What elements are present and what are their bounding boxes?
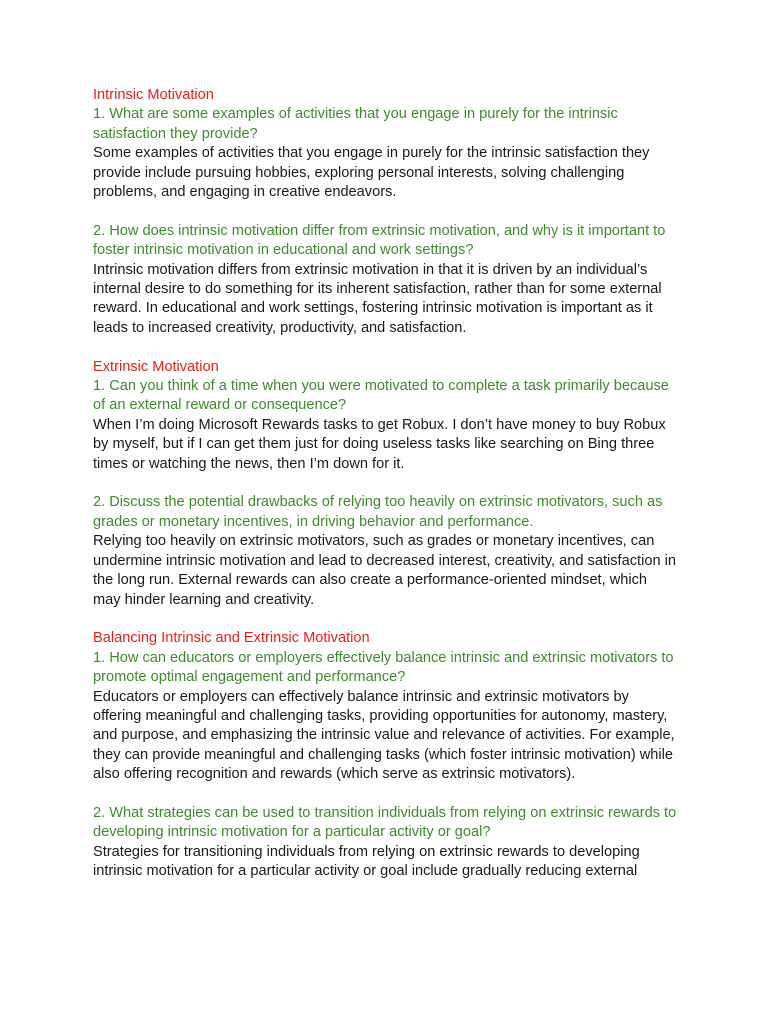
- qa-item: [93, 105, 678, 202]
- answer-text: When I’m doing Microsoft Rewards tasks to get Robux. I don’t have money to buy Robux by myself, but if I can get them just for doing useless tasks like searching on Bing three times or watching the news, then I’m down for it.: [93, 416, 666, 472]
- question-text: 1. How can educators or employers effectively balance intrinsic and extrinsic motivators to promote optimal engagement and performance?: [93, 649, 674, 686]
- section-heading: Balancing Intrinsic and Extrinsic Motivation: [93, 630, 370, 647]
- section-heading: Intrinsic Motivation: [93, 87, 214, 103]
- answer-text: Strategies for transitioning individuals from relying on extrinsic rewards to developing intrinsic motivation for a particular activity or goal include gradually reducing external: [93, 843, 640, 880]
- question-text: 1. Can you think of a time when you were motivated to complete a task primarily because of an external reward or consequence?: [93, 378, 669, 414]
- question-text: 2. Discuss the potential drawbacks of relying too heavily on extrinsic motivators, such as grades or monetary incentives, in driving behavior and performance.: [93, 494, 663, 530]
- answer-text: Relying too heavily on extrinsic motivators, such as grades or monetary incentives, can undermine intrinsic motivation and lead to decreased interest, creativity, and satisfaction in the long run. External rewards can also create a performance-oriented mindset, which may hinder learning and creativity.: [93, 533, 676, 608]
- section-heading: Extrinsic Motivation: [93, 358, 219, 375]
- section-extrinsic-motivation: [93, 358, 678, 610]
- section-balancing-motivation: [93, 629, 678, 881]
- question-text: 1. What are some examples of activities that you engage in purely for the intrinsic satisfaction they provide?: [93, 106, 618, 142]
- section-intrinsic-motivation: [93, 86, 678, 338]
- answer-text: Intrinsic motivation differs from extrinsic motivation in that it is driven by an individual’s internal desire to do something for its inherent satisfaction, rather than for some external reward. In educational and work settings, fostering intrinsic motivation is important as it leads to increased creativity, productivity, and satisfaction.: [93, 261, 662, 336]
- answer-text: Some examples of activities that you engage in purely for the intrinsic satisfaction they provide include pursuing hobbies, exploring personal interests, solving challenging problems, and engaging in creative endeavors.: [93, 145, 650, 201]
- qa-item: [93, 222, 678, 338]
- document-page: [93, 86, 678, 882]
- qa-item: [93, 493, 678, 609]
- answer-text: Educators or employers can effectively balance intrinsic and extrinsic motivators by offering meaningful and challenging tasks, providing opportunities for autonomy, mastery, and purpose, and emphasizing the intrinsic value and relevance of activities. For example, they can provide meaningful and challenging tasks (which foster intrinsic motivation) while also offering recognition and rewards (which serve as extrinsic motivators).: [93, 688, 675, 783]
- qa-item: [93, 377, 678, 474]
- qa-item: [93, 649, 678, 785]
- question-text: 2. What strategies can be used to transition individuals from relying on extrinsic rewards to developing intrinsic motivation for a particular activity or goal?: [93, 804, 677, 841]
- qa-item: [93, 804, 678, 882]
- question-text: 2. How does intrinsic motivation differ from extrinsic motivation, and why is it important to foster intrinsic motivation in educational and work settings?: [93, 222, 666, 259]
